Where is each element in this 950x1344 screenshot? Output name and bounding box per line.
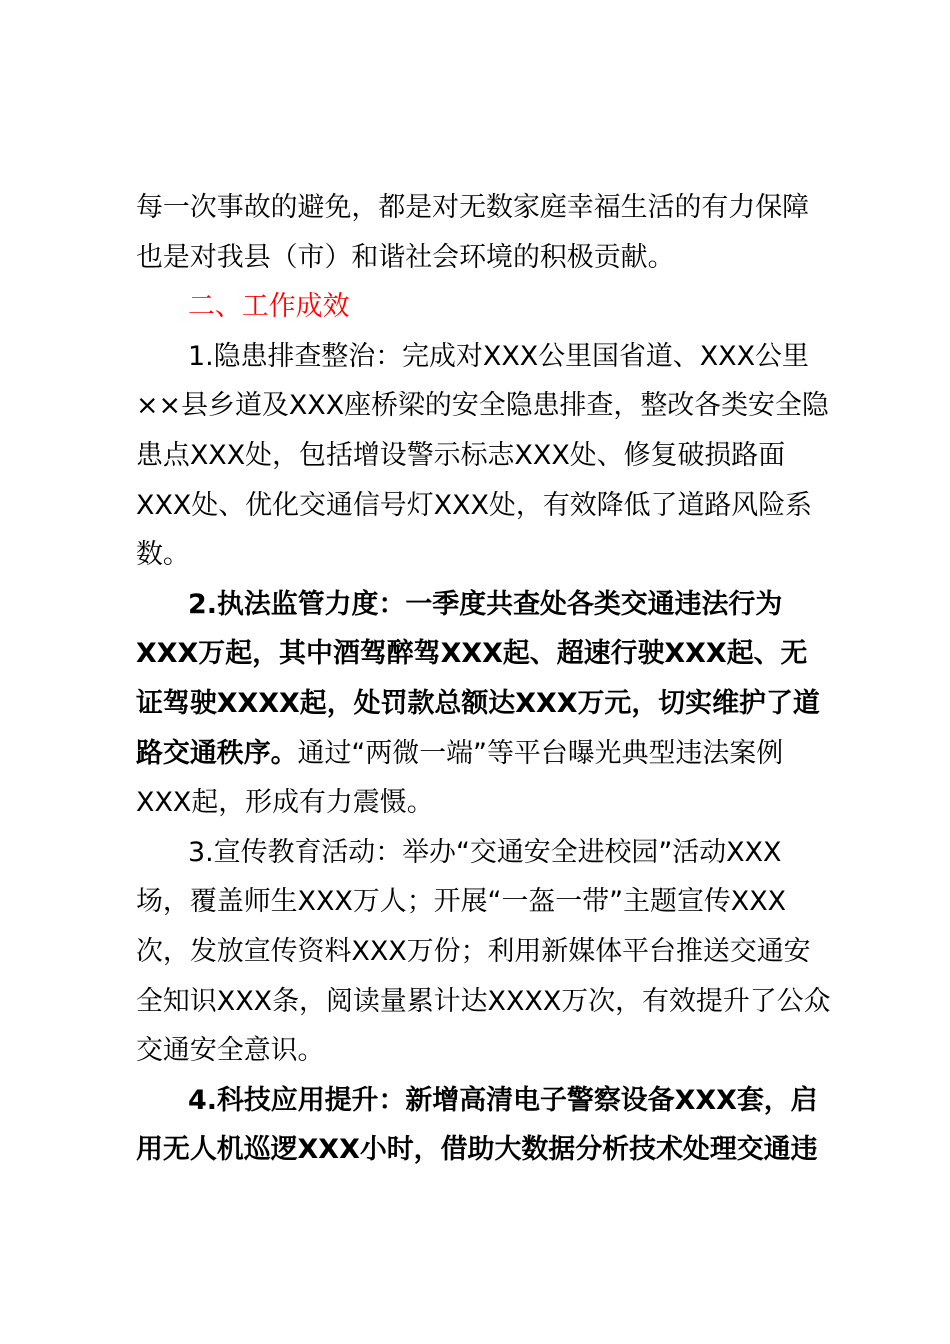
item1-line-4: XXX处、优化交通信号灯XXX处，有效降低了道路风险系 (136, 489, 813, 521)
item3-line-4: 全知识XXX条，阅读量累计达XXXX万次，有效提升了公众 (136, 985, 831, 1017)
intro-line-1: 每一次事故的避免，都是对无数家庭幸福生活的有力保障 (136, 192, 810, 223)
item2-line-2: XXX万起，其中酒驾醉驾XXX起、超速行驶XXX起、无 (136, 638, 808, 670)
item2-line-5: XXX起，形成有力震慑。 (136, 787, 434, 819)
item1-line-1: 1.隐患排查整治：完成对XXX公里国省道、XXX公里 (188, 340, 809, 372)
item1-line-5: 数。 (136, 539, 190, 571)
item2-line-4-normal: 通过“两微一端”等平台曝光典型违法案例 (297, 737, 784, 769)
item1-line-3: 患点XXX处，包括增设警示标志XXX处、修复破损路面 (136, 439, 786, 471)
item2-line-4-bold: 路交通秩序。 (136, 737, 298, 769)
item4-line-2: 用无人机巡逻XXX小时，借助大数据分析技术处理交通违 (136, 1134, 818, 1166)
intro-line-2: 也是对我县（市）和谐社会环境的积极贡献。 (136, 241, 675, 273)
section-heading: 二、工作成效 (188, 291, 350, 323)
item2-line-1: 2.执法监管力度：一季度共查处各类交通违法行为 (188, 588, 783, 620)
item4-line-1: 4.科技应用提升：新增高清电子警察设备XXX套，启 (188, 1084, 818, 1116)
item2-line-4 (136, 729, 856, 779)
document-body (136, 183, 856, 1175)
item3-line-2: 场，覆盖师生XXX万人；开展“一盔一带”主题宣传XXX (136, 886, 787, 918)
item3-line-1: 3.宣传教育活动：举办“交通安全进校园”活动XXX (188, 836, 782, 868)
item3-line-5: 交通安全意识。 (136, 1035, 325, 1067)
item1-line-2: ××县乡道及XXX座桥梁的安全隐患排查，整改各类安全隐 (136, 390, 829, 422)
item2-line-3: 证驾驶XXXX起，处罚款总额达XXX万元，切实维护了道 (136, 687, 820, 719)
item3-line-3: 次，发放宣传资料XXX万份；利用新媒体平台推送交通安 (136, 935, 811, 967)
